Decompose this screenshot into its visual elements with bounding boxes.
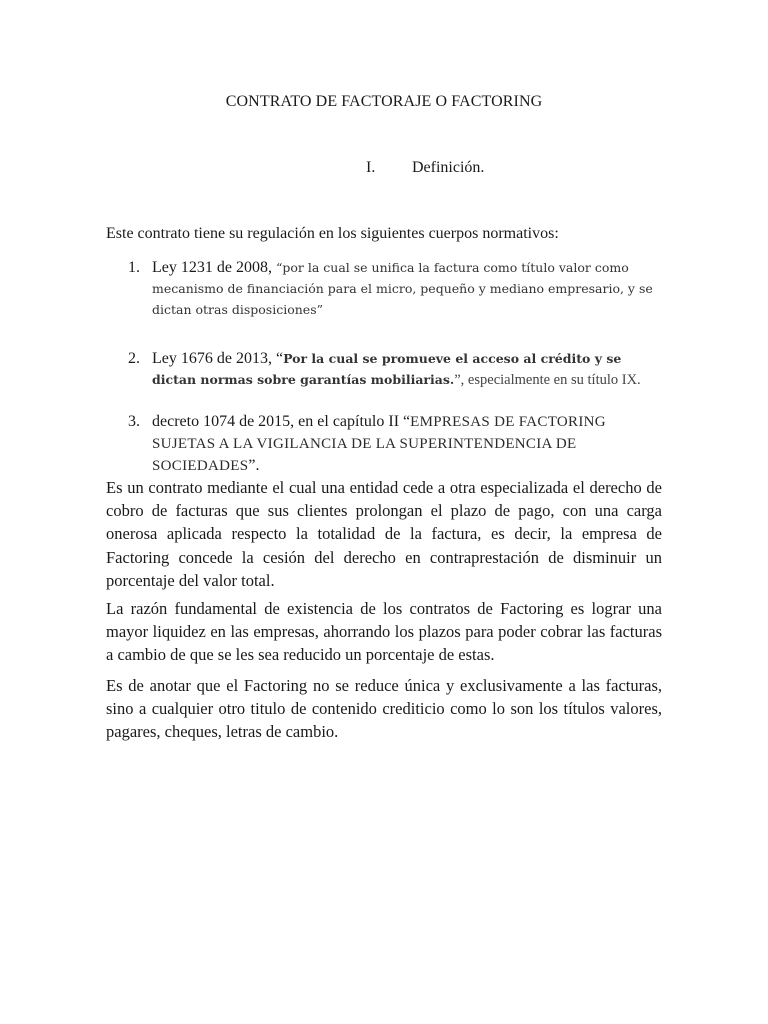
list-number: 3. [128, 413, 140, 430]
intro-text: Este contrato tiene su regulación en los siguientes cuerpos normativos: [106, 225, 559, 242]
body-paragraph: La razón fundamental de existencia de los contratos de Factoring es lograr una mayor liquidez en las empresas, ahorrando los plazos para poder cobrar las facturas a cambio de que se les sea reducido un porcentaje de estas. [106, 599, 662, 665]
list-number: 2. [128, 350, 140, 367]
list-item [106, 411, 666, 477]
section-heading [366, 159, 484, 177]
law-name: decreto 1074 de 2015, en el capítulo II “ [152, 413, 411, 430]
law-note: ”, especialmente en su título IX. [454, 372, 641, 388]
list-item [106, 348, 666, 391]
law-name: Ley 1676 de 2013, “ [152, 350, 284, 367]
legal-references-list [106, 257, 666, 477]
section-label: Definición. [412, 159, 485, 176]
document-title: CONTRATO DE FACTORAJE O FACTORING [225, 93, 543, 110]
law-name: Ley 1231 de 2008, [152, 259, 276, 276]
section-number: I. [366, 159, 376, 176]
law-quote: “por la cual se unifica la factura como título valor como mecanismo de financiación para el micro, pequeño y mediano empresario, y se dictan otras disposiciones” [152, 260, 653, 317]
law-note: ”. [248, 457, 260, 474]
law-quote: EMPRESAS DE FACTORING SUJETAS A LA VIGILANCIA DE LA SUPERINTENDENCIA DE SOCIEDADES [152, 414, 606, 474]
list-number: 1. [128, 259, 140, 276]
body-paragraph: Es un contrato mediante el cual una entidad cede a otra especializada el derecho de cobro de facturas que sus clientes prolongan el plazo de pago, con una carga onerosa aplicada respecto la totalidad de la factura, es decir, la empresa de Factoring concede la cesión del derecho en contraprestación de disminuir un porcentaje del valor total. [106, 478, 662, 590]
list-item [106, 257, 666, 320]
body-paragraph: Es de anotar que el Factoring no se reduce única y exclusivamente a las facturas, sino a cualquier otro titulo de contenido crediticio como lo son los títulos valores, pagares, cheques, letras de cambio. [106, 676, 662, 742]
law-quote: Por la cual se promueve el acceso al crédito y se dictan normas sobre garantías mobiliarias. [152, 351, 622, 387]
